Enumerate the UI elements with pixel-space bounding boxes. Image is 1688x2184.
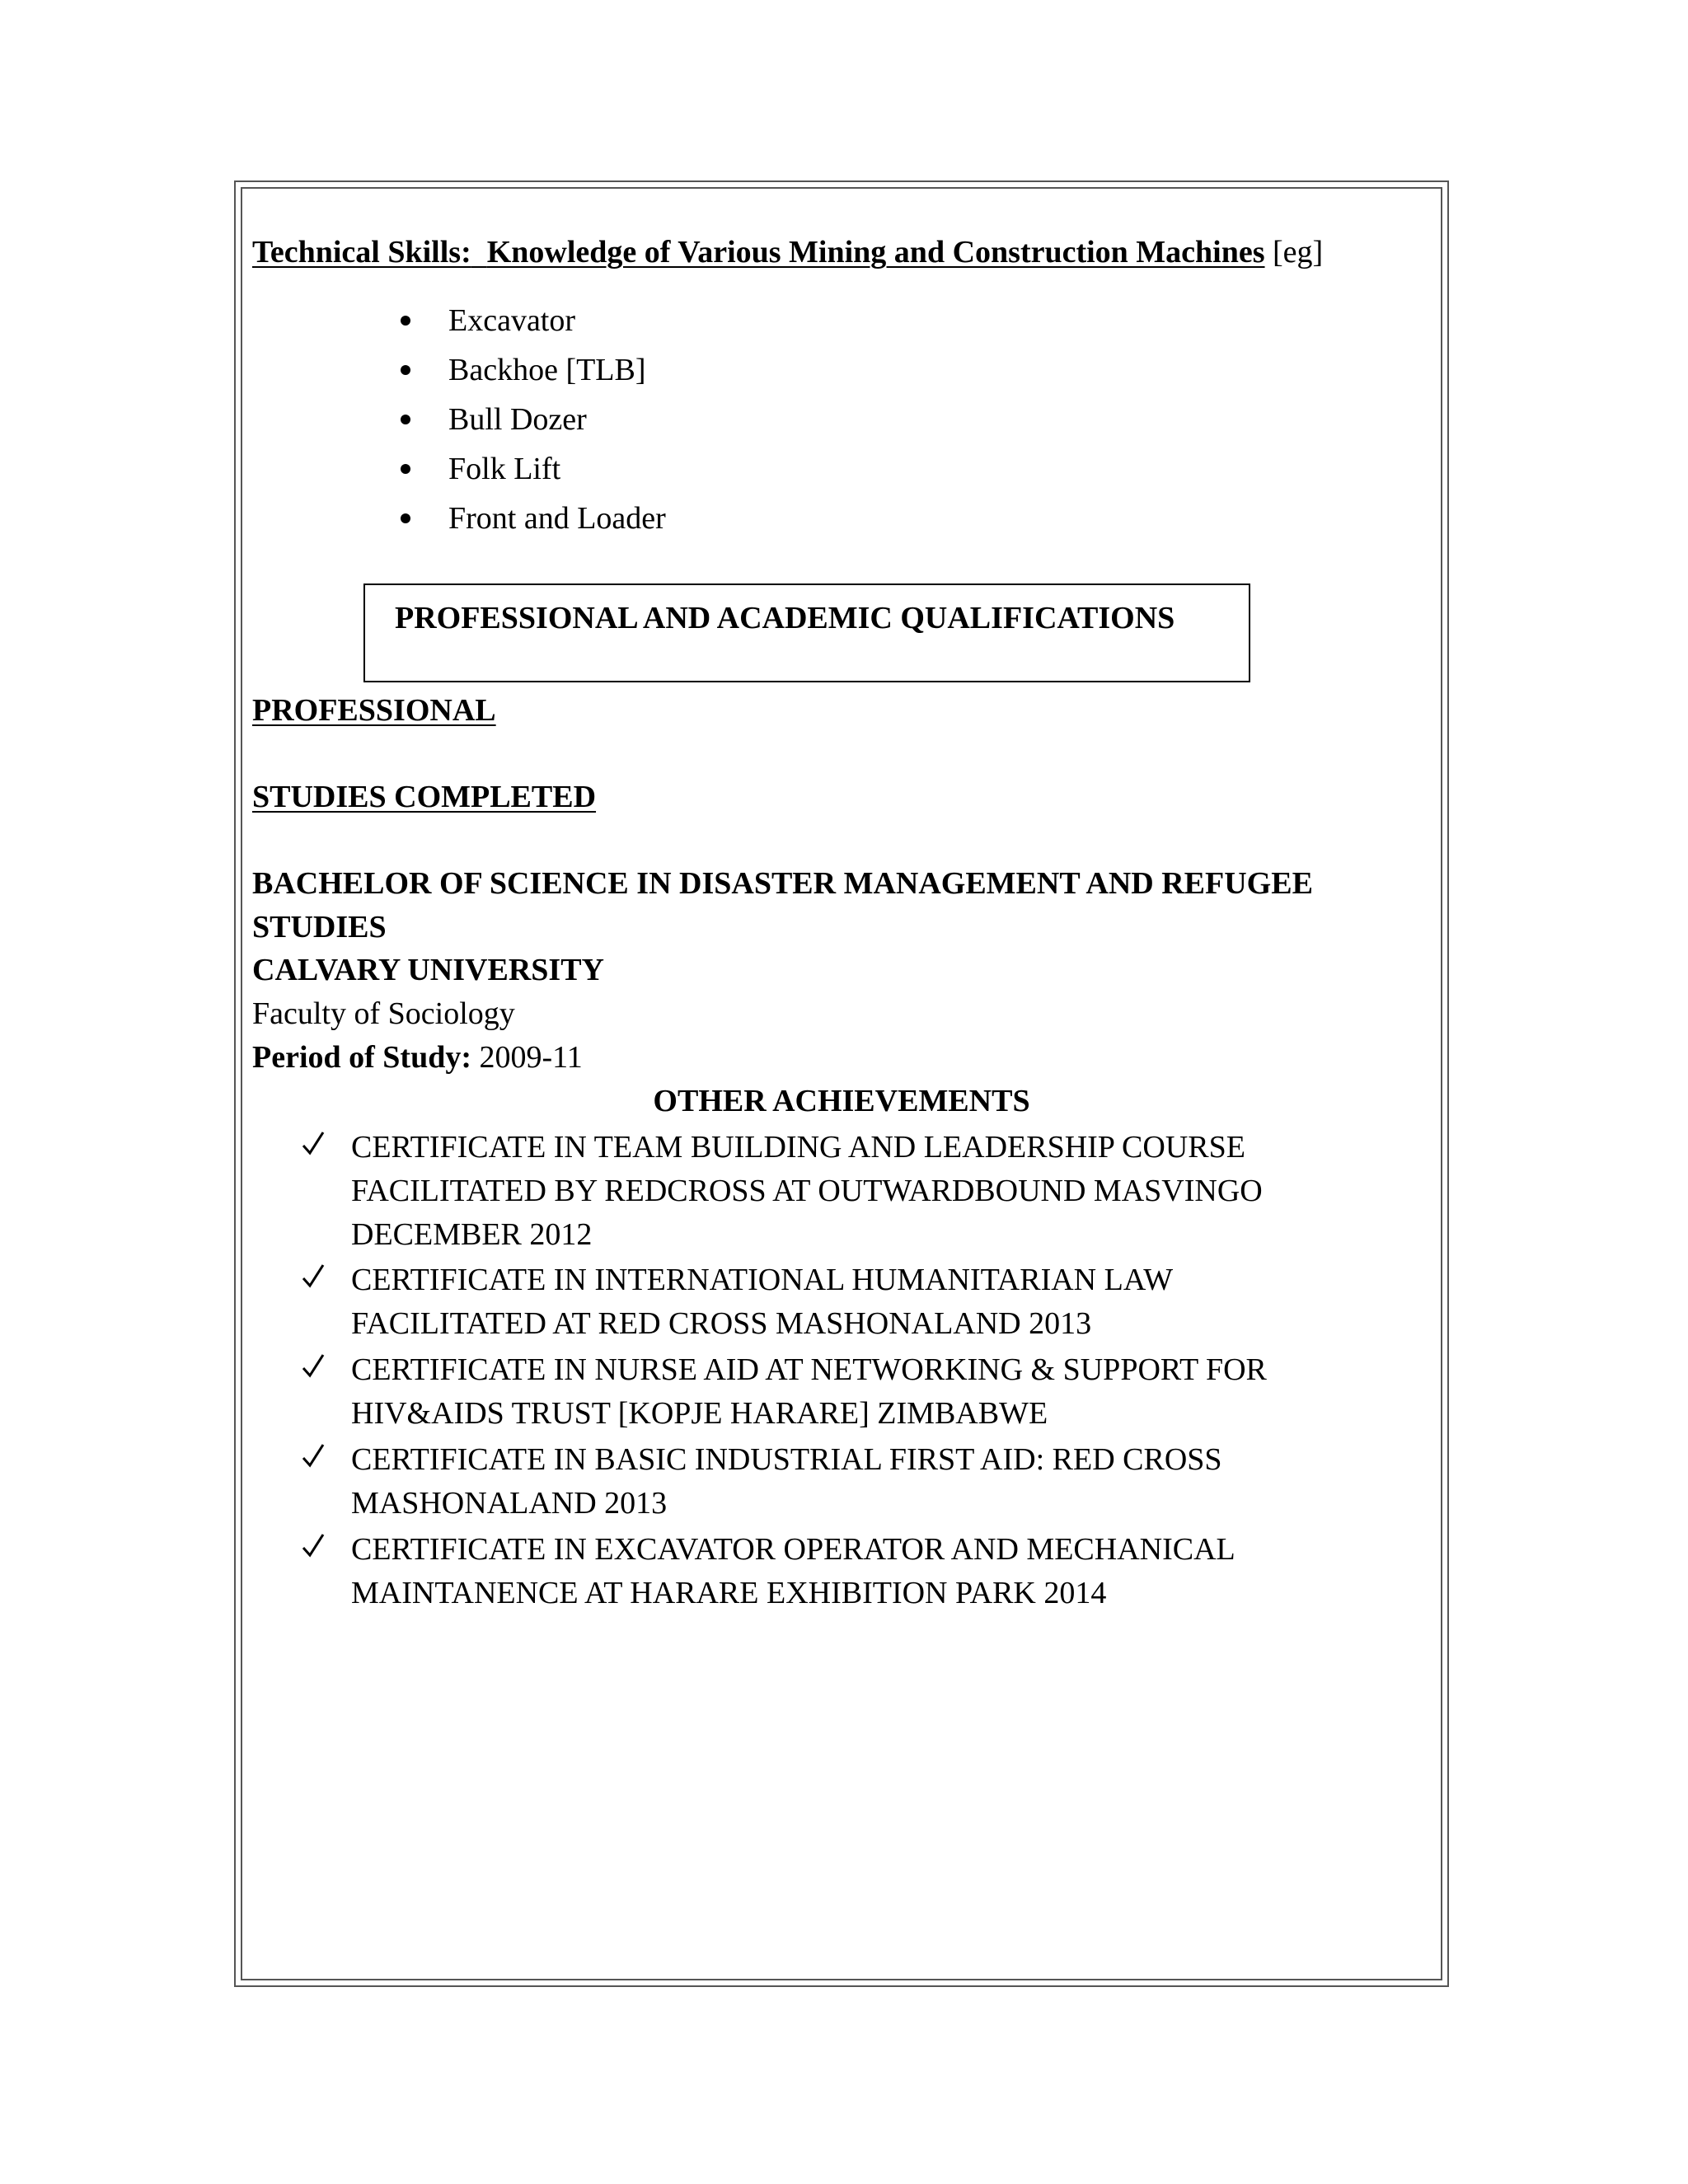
checkmark-icon <box>302 1438 326 1479</box>
bullet-icon <box>401 513 410 523</box>
qualifications-title: PROFESSIONAL AND ACADEMIC QUALIFICATIONS <box>395 601 1175 635</box>
professional-heading: PROFESSIONAL <box>252 693 496 728</box>
achievement-line: CERTIFICATE IN NURSE AID AT NETWORKING & SUPPORT FOR <box>351 1352 1267 1387</box>
checkmark-icon <box>302 1126 326 1167</box>
studies-completed-heading: STUDIES COMPLETED <box>252 780 597 814</box>
list-item <box>396 299 666 349</box>
list-item <box>396 349 666 398</box>
faculty-name: Faculty of Sociology <box>252 996 515 1031</box>
list-item <box>396 448 666 497</box>
university-name: CALVARY UNIVERSITY <box>252 953 604 987</box>
list-item <box>396 398 666 448</box>
achievement-list <box>302 1258 1414 1346</box>
technical-skills-gap <box>471 235 487 269</box>
technical-skills-label: Technical Skills: <box>252 235 471 269</box>
checkmark-icon <box>302 1348 326 1390</box>
achievement-list <box>302 1348 1414 1436</box>
achievement-line: FACILITATED AT RED CROSS MASHONALAND 2013 <box>351 1306 1092 1341</box>
achievement-list <box>302 1126 1414 1257</box>
qualifications-box <box>363 583 1250 682</box>
bullet-icon <box>401 316 410 326</box>
achievement-line: DECEMBER 2012 <box>351 1217 593 1252</box>
machine-list <box>396 303 666 568</box>
achievement-line: CERTIFICATE IN TEAM BUILDING AND LEADERSHIP COURSE <box>351 1130 1245 1165</box>
period-label: Period of Study: <box>252 1040 471 1075</box>
period-value: 2009-11 <box>471 1040 583 1075</box>
other-achievements-heading: OTHER ACHIEVEMENTS <box>653 1084 1030 1118</box>
list-item <box>302 1438 1414 1526</box>
achievement-line: MAINTANENCE AT HARARE EXHIBITION PARK 2014 <box>351 1576 1107 1610</box>
machine-item: Excavator <box>448 303 576 338</box>
achievement-line: CERTIFICATE IN INTERNATIONAL HUMANITARIAN LAW <box>351 1263 1174 1297</box>
list-item <box>302 1126 1414 1257</box>
machine-item: Backhoe [TLB] <box>448 353 646 387</box>
list-item <box>302 1528 1414 1615</box>
achievement-line: CERTIFICATE IN BASIC INDUSTRIAL FIRST AID: RED CROSS <box>351 1442 1222 1477</box>
list-item <box>302 1348 1414 1436</box>
list-item <box>396 497 666 546</box>
achievement-list <box>302 1438 1414 1526</box>
achievement-line: MASHONALAND 2013 <box>351 1486 668 1521</box>
machine-item: Front and Loader <box>448 501 666 536</box>
technical-skills-title: Knowledge of Various Mining and Construction Machines <box>486 235 1265 269</box>
degree-title-line2: STUDIES <box>252 910 387 944</box>
achievement-line: CERTIFICATE IN EXCAVATOR OPERATOR AND MECHANICAL <box>351 1532 1236 1567</box>
bullet-icon <box>401 464 410 474</box>
technical-skills-suffix: [eg] <box>1264 235 1324 269</box>
study-period <box>252 1036 583 1079</box>
achievement-line: FACILITATED BY REDCROSS AT OUTWARDBOUND MASVINGO <box>351 1174 1263 1208</box>
bullet-icon <box>401 415 410 424</box>
degree-title-line1: BACHELOR OF SCIENCE IN DISASTER MANAGEMENT AND REFUGEE <box>252 866 1313 901</box>
bullet-icon <box>401 365 410 375</box>
list-item <box>302 1258 1414 1346</box>
technical-skills-heading <box>252 231 1323 274</box>
machine-item: Bull Dozer <box>448 402 587 437</box>
machine-item: Folk Lift <box>448 452 561 486</box>
achievement-line: HIV&AIDS TRUST [KOPJE HARARE] ZIMBABWE <box>351 1396 1048 1431</box>
achievement-list <box>302 1528 1414 1615</box>
checkmark-icon <box>302 1528 326 1569</box>
checkmark-icon <box>302 1258 326 1300</box>
